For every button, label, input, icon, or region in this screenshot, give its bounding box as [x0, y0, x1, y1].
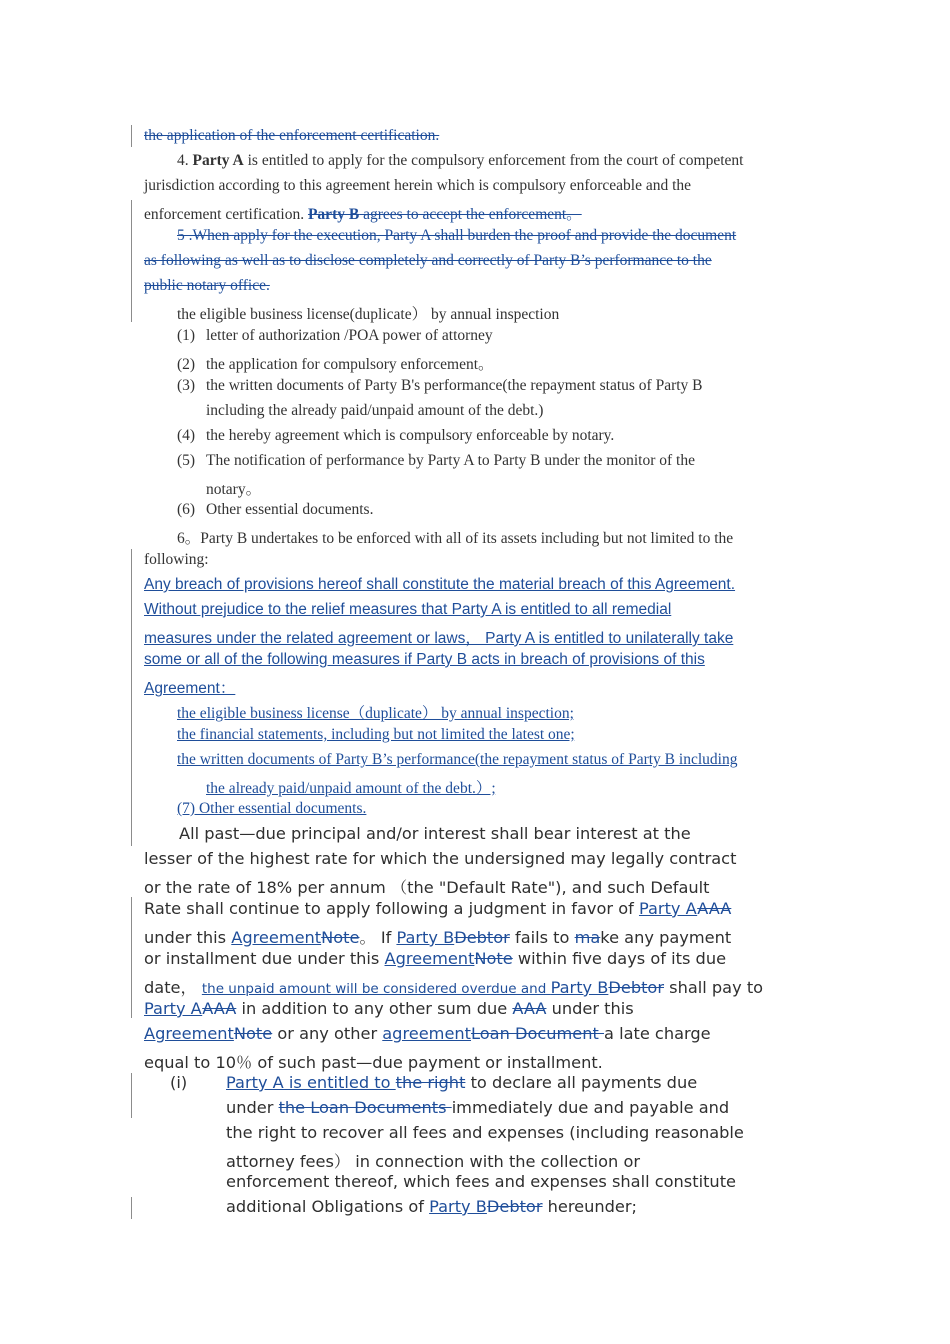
- item-i-label: (i): [170, 1073, 188, 1092]
- list-item-continuation: including the already paid/unpaid amount of the debt.): [206, 402, 544, 419]
- item-5-deleted-line: public notary office.: [144, 277, 270, 294]
- item-i-line: additional Obligations of Party BDebtor hereunder;: [226, 1197, 637, 1216]
- item-i-line: attorney fees） in connection with the collection or: [226, 1152, 641, 1171]
- item-4-line-1: 4. Party A is entitled to apply for the compulsory enforcement from the court of competent: [177, 152, 744, 169]
- item-i-line: Party A is entitled to the right to declare all payments due: [226, 1073, 698, 1092]
- list-item: (1) letter of authorization /POA power of attorney: [177, 327, 493, 344]
- default-paragraph-line: date， the unpaid amount will be considered overdue and Party BDebtor shall pay to: [144, 978, 764, 997]
- inserted-list-item: (7) Other essential documents.: [177, 800, 367, 817]
- inserted-line: measures under the related agreement or laws， Party A is entitled to unilaterally take: [144, 630, 734, 647]
- list-item: (5) The notification of performance by Party A to Party B under the monitor of the: [177, 452, 695, 469]
- inserted-line: some or all of the following measures if Party B acts in breach of provisions of this: [144, 651, 705, 668]
- list-item-continuation: notary。: [206, 481, 262, 498]
- default-paragraph-line: equal to 10％ of such past—due payment or installment.: [144, 1053, 603, 1072]
- default-paragraph-line: or installment due under this AgreementNote within five days of its due: [144, 949, 727, 968]
- list-item: (3) the written documents of Party B's performance(the repayment status of Party B: [177, 377, 703, 394]
- deleted-line: the application of the enforcement certification.: [144, 127, 440, 144]
- list-item: (6) Other essential documents.: [177, 501, 374, 518]
- license-line: the eligible business license(duplicate） by annual inspection: [177, 306, 560, 323]
- inserted-list-item-continuation: the already paid/unpaid amount of the debt.）;: [206, 780, 496, 797]
- revision-bar: [131, 1073, 132, 1118]
- default-paragraph-line: AgreementNote or any other agreementLoan Document a late charge: [144, 1024, 711, 1043]
- item-i-line: enforcement thereof, which fees and expenses shall constitute: [226, 1172, 737, 1191]
- default-paragraph-line: All past—due principal and/or interest shall bear interest at the: [179, 824, 691, 843]
- item-6-line-2: following:: [144, 551, 209, 568]
- revision-bar: [131, 897, 132, 1018]
- item-5-deleted-line: as following as well as to disclose completely and correctly of Party B’s performance to the: [144, 252, 712, 269]
- default-paragraph-line: or the rate of 18% per annum （the "Default Rate"), and such Default: [144, 878, 710, 897]
- list-item: (4) the hereby agreement which is compulsory enforceable by notary.: [177, 427, 615, 444]
- default-paragraph-line: Party AAAA in addition to any other sum due AAA under this: [144, 999, 634, 1018]
- item-4-line-2: jurisdiction according to this agreement herein which is compulsory enforceable and the: [144, 177, 692, 194]
- list-item: (2) the application for compulsory enforcement。: [177, 356, 494, 373]
- inserted-line: Any breach of provisions hereof shall constitute the material breach of this Agreement.: [144, 576, 736, 593]
- default-paragraph-line: under this AgreementNote。 If Party BDebtor fails to make any payment: [144, 928, 732, 947]
- default-paragraph-line: lesser of the highest rate for which the undersigned may legally contract: [144, 849, 737, 868]
- revision-bar: [131, 200, 132, 322]
- item-6-line-1: 6。Party B undertakes to be enforced with all of its assets including but not limited to the: [177, 530, 734, 547]
- inserted-line: Without prejudice to the relief measures that Party A is entitled to all remedial: [144, 601, 672, 618]
- revision-bar: [131, 549, 132, 846]
- inserted-list-item: the written documents of Party B’s performance(the repayment status of Party B including: [177, 751, 738, 768]
- inserted-list-item: the financial statements, including but not limited the latest one;: [177, 726, 575, 743]
- item-4-line-3: enforcement certification. Party B agrees to accept the enforcement。: [144, 206, 582, 223]
- item-i-line: the right to recover all fees and expenses (including reasonable: [226, 1123, 744, 1142]
- inserted-list-item: the eligible business license（duplicate） by annual inspection;: [177, 705, 574, 722]
- item-i-line: under the Loan Documents immediately due and payable and: [226, 1098, 730, 1117]
- item-5-deleted-line: 5 .When apply for the execution, Party A shall burden the proof and provide the document: [177, 227, 737, 244]
- revision-bar: [131, 125, 132, 147]
- inserted-line: Agreement：: [144, 680, 236, 697]
- default-paragraph-line: Rate shall continue to apply following a judgment in favor of Party AAAA: [144, 899, 732, 918]
- revision-bar: [131, 1197, 132, 1219]
